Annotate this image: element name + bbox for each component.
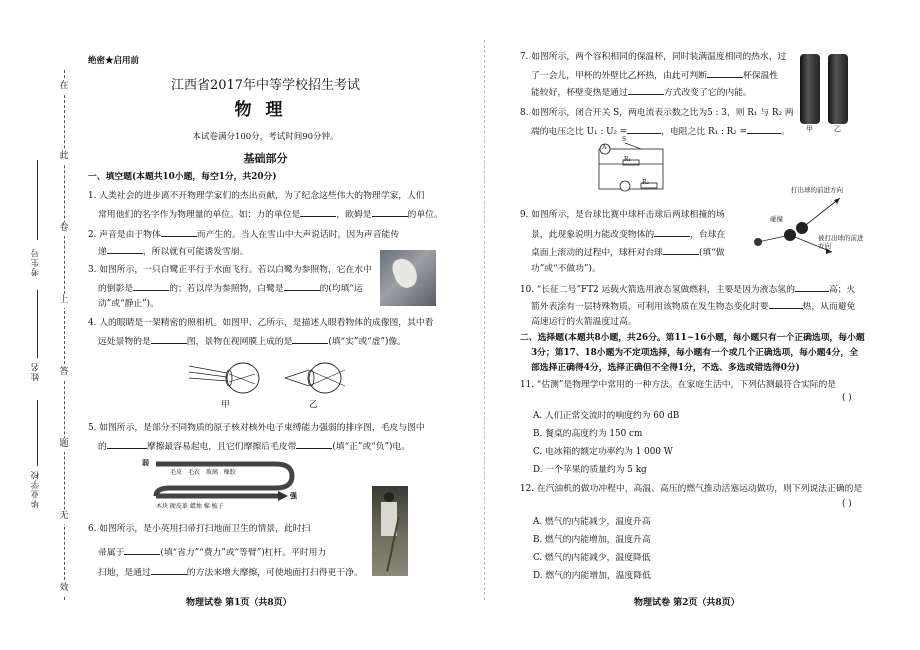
seal-char: 卷 <box>55 222 73 236</box>
person-head <box>384 492 394 502</box>
r2-label: R₂ <box>642 179 649 186</box>
question-1-cont: 常用他们的名字作为物理量的单位。如：力的单位是 ，欧姆是 的单位。 <box>98 206 443 223</box>
seal-char: 上 <box>55 294 73 308</box>
serpentine-arrow <box>150 456 300 504</box>
question-1: 1. 人类社会的进步离不开物理学家们的杰出贡献，为了纪念这些伟大的物理学家，人们 <box>88 191 425 201</box>
option-d[interactable]: D. 一个苹果的质量约为 5 kg <box>533 465 647 475</box>
answer-blank[interactable] <box>663 244 699 255</box>
billiard-diagram <box>750 190 860 270</box>
option-b[interactable]: B. 餐桌的高度约为 150 cm <box>533 429 643 439</box>
question-3: 3. 如图所示，一只白鹭正平行于水面飞行。若以白鹭为参照物，它在水中 <box>88 265 372 275</box>
triboelectric-diagram <box>142 456 300 510</box>
switch-label: S <box>622 136 627 143</box>
answer-blank[interactable] <box>654 226 690 237</box>
question-7: 7. 如图所示，两个容积相同的保温杯，同时装满温度相同的热水，过 <box>520 52 787 62</box>
option-b[interactable]: B. 燃气的内能增加，温度升高 <box>533 535 651 545</box>
egret-photo <box>380 250 436 306</box>
answer-blank[interactable] <box>372 206 408 217</box>
answer-blank[interactable] <box>747 123 781 134</box>
answer-blank[interactable] <box>107 438 147 449</box>
page-divider <box>484 40 485 600</box>
name-label: 姓名 <box>31 362 41 381</box>
answer-blank[interactable] <box>133 280 169 291</box>
section-2-heading: 二、选择题(本题共8小题，共26分。第11~16小题，每小题只有一个正确选项，每小题 <box>520 333 865 343</box>
question-9-cont3: 功”或“不做功”)。 <box>531 264 601 274</box>
sweeping-photo <box>372 486 408 576</box>
series-top-items: 毛皮 毛衣 玻璃 橡胶 <box>170 469 236 476</box>
answer-blank[interactable] <box>795 281 829 292</box>
question-9-cont2: 桌面上滚动的过程中，球杆对台球 (填“做 <box>531 244 725 261</box>
binding-margin <box>28 0 84 650</box>
school-line[interactable] <box>37 400 38 466</box>
seal-char: 在 <box>55 80 73 94</box>
option-a[interactable]: A. 人们正常交流时的响度约为 60 dB <box>533 411 680 421</box>
school-label: 毕业学校 <box>31 470 41 508</box>
name-line[interactable] <box>37 290 38 358</box>
page-footer-left: 物理试卷 第1页（共8页） <box>186 598 292 608</box>
eye-jia-icon <box>189 363 259 393</box>
answer-blank[interactable] <box>107 243 143 254</box>
exam-title: 江西省2017年中等学校招生考试 <box>170 78 361 93</box>
question-4-cont: 远处景物的是 图，景物在视网膜上成的是 (填“实”或“虚”)像。 <box>98 333 406 350</box>
cup-label-jia: 甲 <box>806 125 813 133</box>
question-5-cont: 的 摩擦最容易起电，且它们摩擦后毛皮带 (填“正”或“负”)电。 <box>98 438 410 455</box>
option-a[interactable]: A. 燃气的内能减少，温度升高 <box>533 517 651 527</box>
question-2-cont: 递 ，所以就有可能诱发雪崩。 <box>98 243 248 260</box>
r1-label: R₁ <box>624 156 631 163</box>
answer-blank[interactable] <box>124 544 160 555</box>
series-bottom-items: 木块 硬皮革 蜡烛 棉 梳子 <box>156 503 224 510</box>
answer-blank[interactable] <box>707 67 743 78</box>
secret-mark: 绝密★启用前 <box>88 56 140 66</box>
question-6-cont: 帚属于 (填“省力”“费力”或“等臂”)杠杆。平时用力 <box>98 544 326 561</box>
option-d[interactable]: D. 燃气的内能增加，温度降低 <box>533 571 651 581</box>
question-3-cont2: 动”或“静止”)。 <box>98 299 159 309</box>
answer-paren[interactable]: ( ) <box>842 499 852 509</box>
seal-char: 答 <box>55 366 73 380</box>
question-6: 6. 如图所示，是小英用扫帚打扫地面卫生的情景，此时扫 <box>88 524 311 534</box>
exam-note: 本试卷满分100分，考试时间90分钟。 <box>192 132 339 142</box>
answer-blank[interactable] <box>161 226 197 237</box>
thermos-jia <box>800 54 820 124</box>
section-2-heading-cont: 3分；第17、18小题为不定项选择，每小题有一个或几个正确选项，每小题4分，全 <box>531 348 859 358</box>
question-2: 2. 声音是由于物体 而产生的。当人在雪山中大声说话时，因为声音能传 <box>88 226 399 243</box>
eye-diagram <box>185 356 365 402</box>
part-heading: 基础部分 <box>243 152 288 165</box>
question-7-cont2: 能较好，杯壁变热是通过 方式改变了它的内能。 <box>531 84 752 101</box>
cup-label-yi: 乙 <box>834 125 841 133</box>
question-8: 8. 如图所示，闭合开关 S，两电流表示数之比为5 : 3，则 R₁ 与 R₂ 两 <box>520 108 794 118</box>
seal-char: 无 <box>55 510 73 524</box>
figure-label-jia: 甲 <box>221 400 230 410</box>
answer-blank[interactable] <box>627 123 661 134</box>
exam-number-label: 考生号 <box>31 248 41 277</box>
answer-blank[interactable] <box>284 280 320 291</box>
option-c[interactable]: C. 燃气的内能减少，温度降低 <box>533 553 651 563</box>
billiard-label-3: 被打出球的前进方向 <box>818 234 864 251</box>
section-2-heading-cont2: 部选择正确得4分，选择正确但不全得1分，不选、多选或错选得0分) <box>531 363 800 373</box>
exam-number-line[interactable] <box>37 160 38 240</box>
question-12: 12. 在汽油机的做功冲程中，高温、高压的燃气推动活塞运动做功，则下列说法正确的是 <box>520 484 863 494</box>
question-3-cont: 的倒影是 的；若以岸为参照物，白鹭是 的(均填“运 <box>98 280 363 297</box>
answer-paren[interactable]: ( ) <box>842 393 852 403</box>
answer-blank[interactable] <box>628 84 664 95</box>
question-11: 11. “估测”是物理学中常用的一种方法。在家庭生活中，下列估测最符合实际的是 <box>520 380 837 390</box>
billiard-label-2: 碰撞 <box>770 215 783 223</box>
subject-title: 物理 <box>234 100 297 120</box>
strong-label: 强 <box>290 491 297 500</box>
question-9-cont: 景，此现象说明力能改变物体的 ，台球在 <box>531 226 725 243</box>
question-9: 9. 如图所示，是台球比赛中球杆击球后两球相撞的场 <box>520 210 725 220</box>
answer-blank[interactable] <box>300 206 336 217</box>
thermos-yi <box>828 54 848 124</box>
seal-char: 此 <box>55 150 73 164</box>
question-10-cont: 箭外表涂有一层特殊物质，可利用该物质在发生物态变化时要 热，从而避免 <box>531 298 855 315</box>
question-10-cont2: 高速运行的火箭温度过高。 <box>531 317 637 327</box>
answer-blank[interactable] <box>151 564 187 575</box>
question-4: 4. 人的眼睛是一架精密的照相机。如图甲、乙所示，是描述人眼看物体的成像图，其中看 <box>88 318 434 328</box>
weak-label: 弱 <box>142 458 149 467</box>
section-heading: 一、填空题(本题共10小题，每空1分，共20分) <box>88 172 277 182</box>
question-7-cont: 了一会儿，甲杯的外壁比乙杯热，由此可判断 杯保温性 <box>531 67 778 84</box>
seal-char: 效 <box>55 582 73 596</box>
answer-blank[interactable] <box>292 333 328 344</box>
figure-label-yi: 乙 <box>309 400 318 410</box>
answer-blank[interactable] <box>151 333 187 344</box>
page-footer-right: 物理试卷 第2页（共8页） <box>634 598 740 608</box>
question-8-cont: 端的电压之比 U₁ : U₂ = ，电阻之比 R₁ : R₂ = 。 <box>531 123 790 140</box>
option-c[interactable]: C. 电冰箱的额定功率约为 1 000 W <box>533 447 673 457</box>
answer-blank[interactable] <box>769 298 803 309</box>
egret-shape <box>390 255 421 291</box>
circuit-diagram <box>585 140 675 198</box>
ammeter-label: A <box>602 144 607 151</box>
eye-yi-icon <box>285 363 345 393</box>
billiard-label-1: 打出球的前进方向 <box>791 186 843 194</box>
question-5: 5. 如图所示，是部分不同物质的原子核对核外电子束缚能力强弱的排序图，毛皮与图中 <box>88 423 425 433</box>
answer-blank[interactable] <box>296 438 332 449</box>
question-10: 10. “长征二号”FT2 运载火箭选用液态氢做燃料，主要是因为液态氢的 高；火 <box>520 281 855 298</box>
seal-char: 题 <box>55 438 73 452</box>
question-6-cont2: 扫地，是通过 的方法来增大摩擦，可使地面打扫得更干净。 <box>98 564 363 581</box>
